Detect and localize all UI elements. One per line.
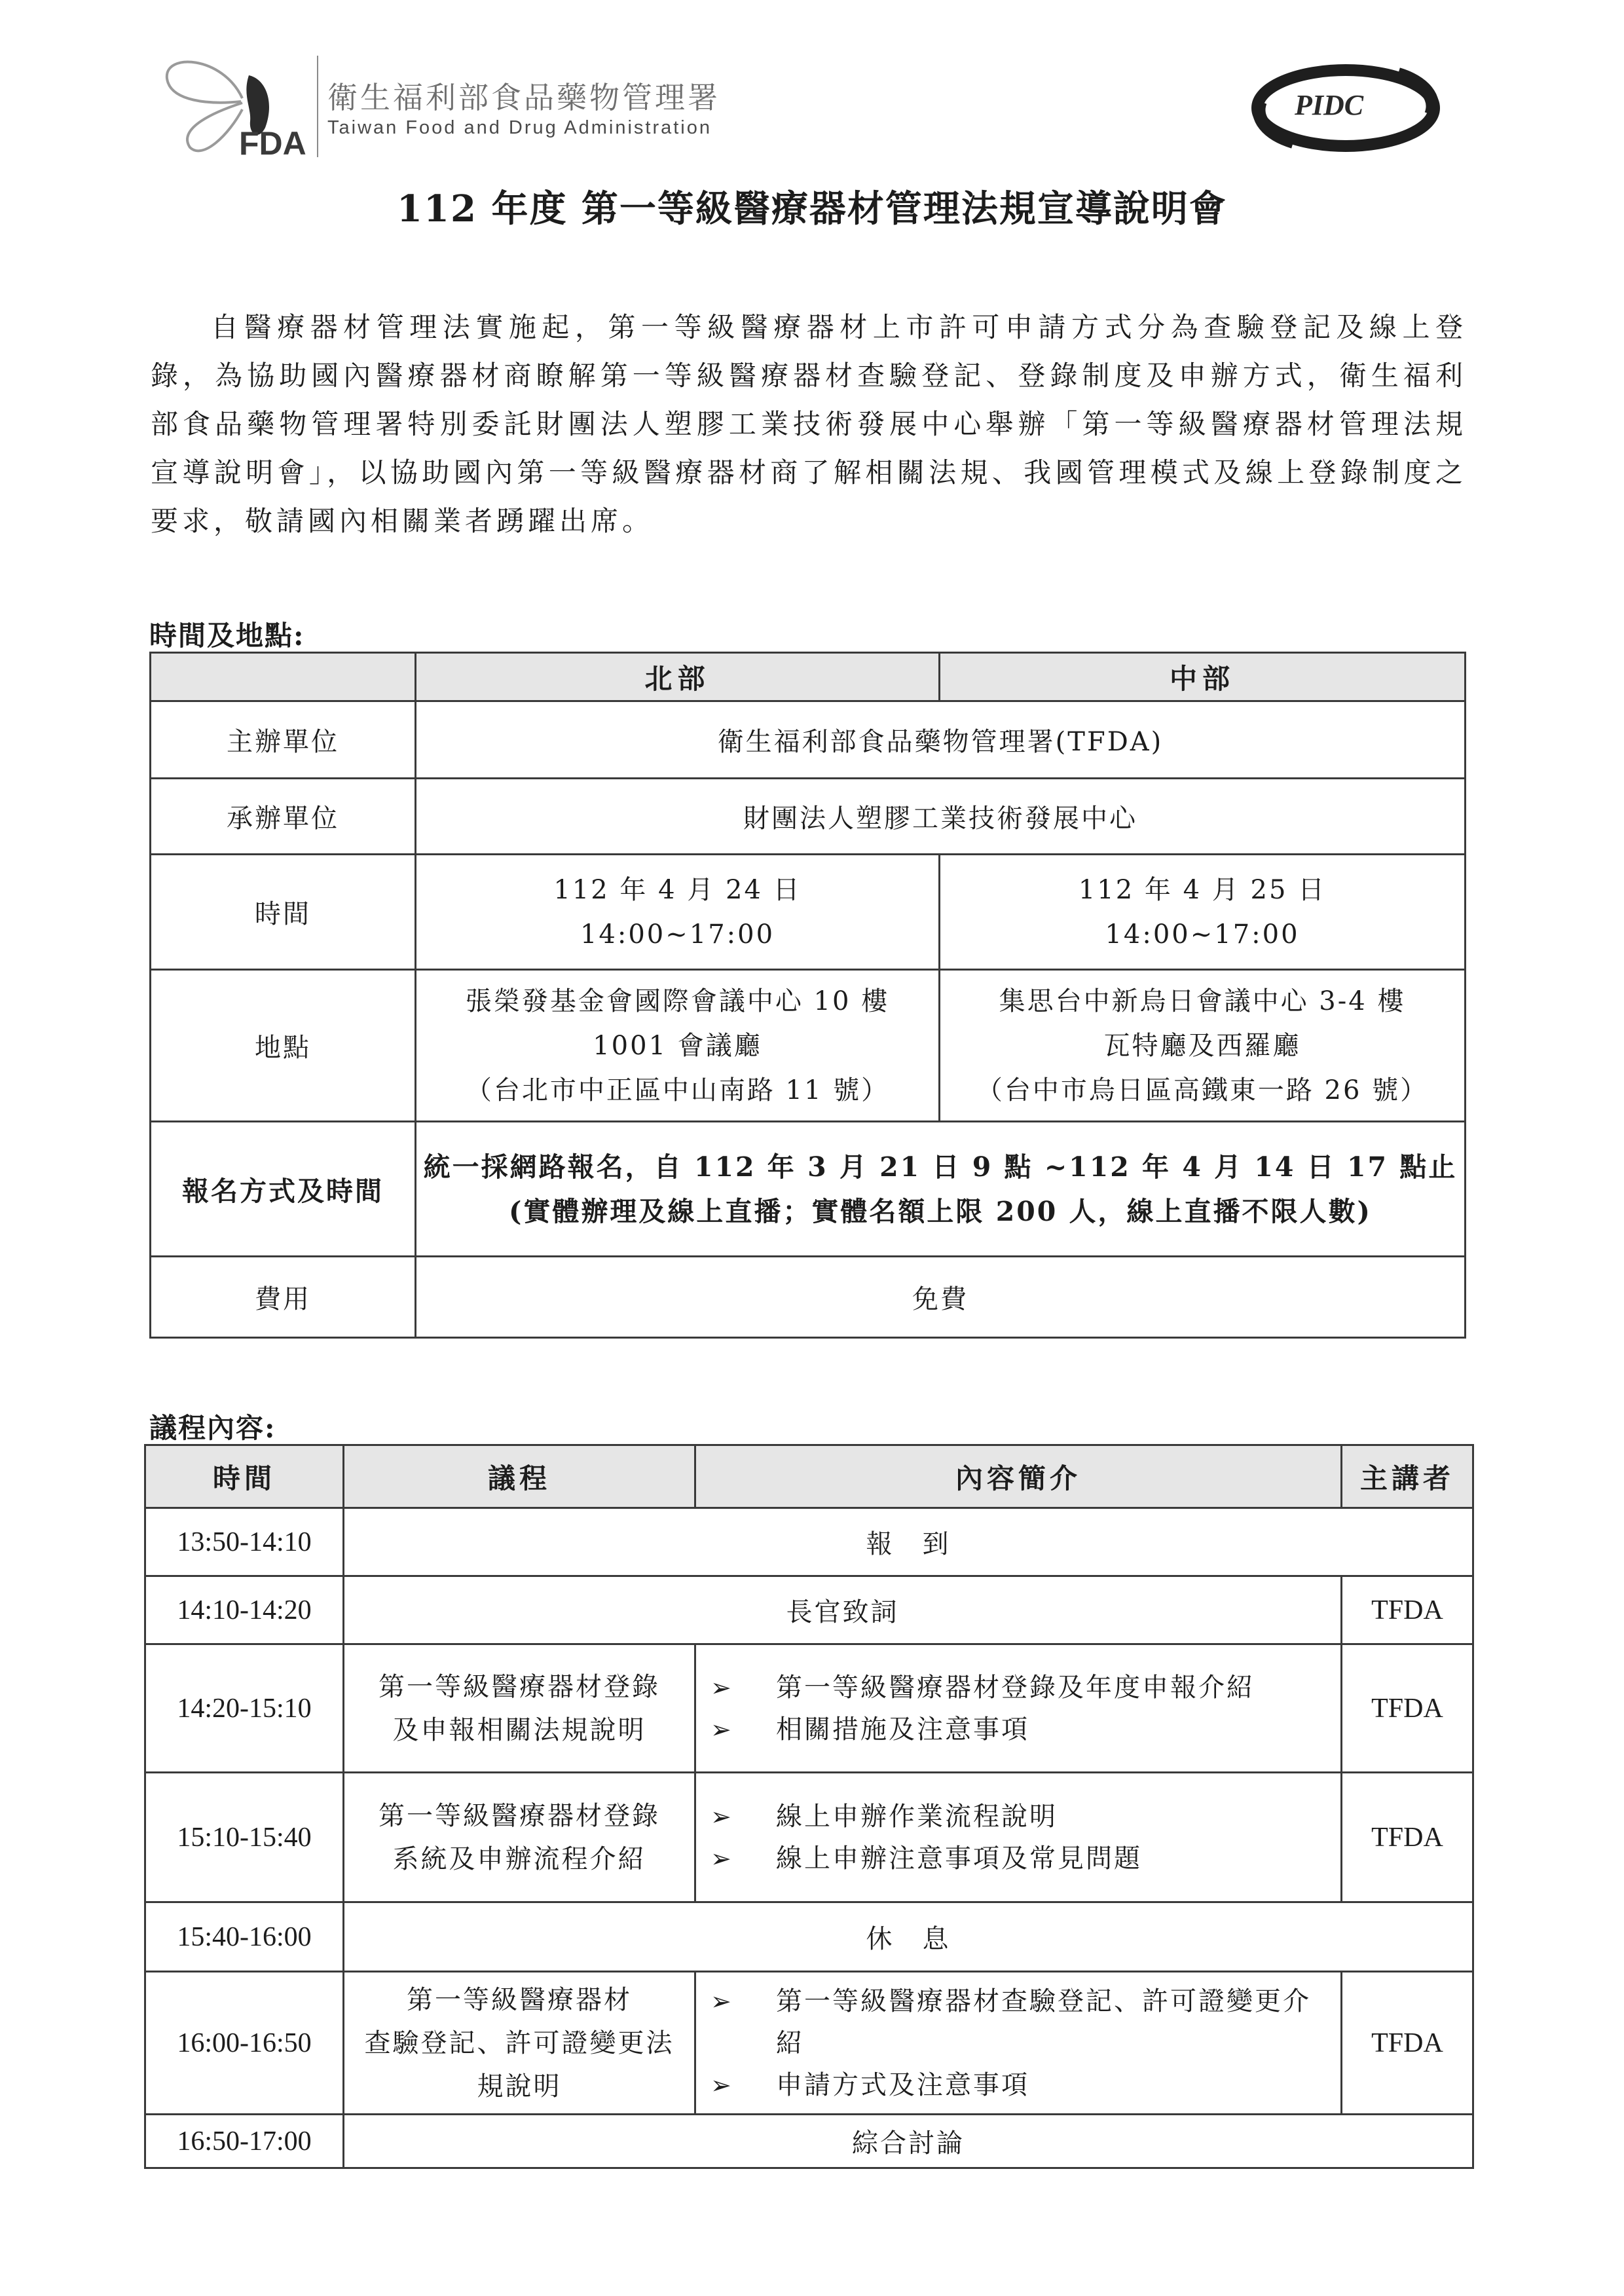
arrow-bullet-icon: ➢ <box>710 1986 733 2016</box>
agenda-time: 16:00-16:50 <box>145 1972 344 2115</box>
pidc-logo <box>1247 62 1444 154</box>
document-title: 112 年度 第一等級醫療器材管理法規宣導說明會 <box>397 187 1227 231</box>
schedule-header-row <box>151 653 1466 701</box>
venue-central-line: 集思台中新烏日會議中心 3-4 樓 <box>999 986 1406 1016</box>
venue-row <box>151 970 1466 1122</box>
venue-central-address: （台中市烏日區高鐵東一路 26 號） <box>976 1075 1429 1105</box>
agenda-time: 13:50-14:10 <box>145 1508 344 1576</box>
co-organizer-value: 財團法人塑膠工業技術發展中心 <box>416 779 1466 855</box>
agenda-topic <box>344 1773 695 1902</box>
agenda-topic-line: 第一等級醫療器材 <box>407 1984 632 2015</box>
agenda-col-content: 內容簡介 <box>695 1445 1342 1508</box>
fee-value: 免費 <box>416 1257 1466 1338</box>
agenda-topic-line: 第一等級醫療器材登錄 <box>378 1671 660 1702</box>
fee-row <box>151 1257 1466 1338</box>
agenda-bullet <box>710 1980 1334 2064</box>
agenda-bullet <box>710 1796 1334 1838</box>
fee-label: 費用 <box>151 1257 416 1338</box>
co-organizer-label: 承辦單位 <box>151 779 416 855</box>
agenda-speaker: TFDA <box>1342 1773 1473 1902</box>
agenda-merged: 綜合討論 <box>344 2115 1473 2168</box>
time-central <box>940 855 1466 970</box>
registration-label: 報名方式及時間 <box>151 1122 416 1257</box>
agenda-time: 16:50-17:00 <box>145 2115 344 2168</box>
arrow-bullet-icon: ➢ <box>710 1714 733 1744</box>
pidc-logo-text: PIDC <box>1295 89 1364 121</box>
arrow-bullet-icon: ➢ <box>710 2070 733 2100</box>
agenda-time: 15:40-16:00 <box>145 1902 344 1972</box>
agenda-bullet <box>710 1838 1334 1879</box>
agenda-topic-line: 系統及申辦流程介紹 <box>392 1843 646 1874</box>
intro-text: 自醫療器材管理法實施起，第一等級醫療器材上市許可申請方式分為查驗登記及線上登錄，為協助國內醫療器材商瞭解第一等級醫療器材查驗登記、登錄制度及申辦方式，衛生福利部食品藥物管理署特別委託財團法人塑膠工業技術發展中心舉辦「第一等級醫療器材管理法規宣導說明會」，以協助國內第一等級醫療器材商了解相關法規、我國管理模式及線上登錄制度之要求，敬請國內相關業者踴躍出席。 <box>151 311 1467 537</box>
agenda-col-time: 時間 <box>145 1445 344 1508</box>
registration-row <box>151 1122 1466 1257</box>
agenda-bullet-text: 線上申辦作業流程說明 <box>776 1801 1058 1832</box>
org-name-zh: 衛生福利部食品藥物管理署 <box>327 80 720 115</box>
agenda-row <box>145 1773 1473 1902</box>
time-north <box>416 855 940 970</box>
agenda-merged: 長官致詞 <box>344 1576 1342 1644</box>
agenda-topic-line: 查驗登記、許可證變更法 <box>364 2028 674 2058</box>
agenda-bullet-text: 線上申辦注意事項及常見問題 <box>776 1843 1142 1874</box>
schedule-table <box>149 652 1466 1339</box>
agenda-topic <box>344 1644 695 1773</box>
venue-north <box>416 970 940 1122</box>
venue-central-line: 瓦特廳及西羅廳 <box>1103 1030 1301 1061</box>
agenda-bullet <box>710 1667 1334 1709</box>
agenda-bullet <box>710 1709 1334 1750</box>
agenda-speaker: TFDA <box>1342 1972 1473 2115</box>
agenda-time: 14:10-14:20 <box>145 1576 344 1644</box>
header-central: 中部 <box>940 653 1466 701</box>
agenda-bullet-text: 第一等級醫療器材查驗登記、許可證變更介紹 <box>776 1986 1311 2058</box>
agenda-row <box>145 1644 1473 1773</box>
agenda-merged: 休 息 <box>344 1902 1473 1972</box>
time-north-date: 112 年 4 月 24 日 <box>553 874 802 905</box>
agenda-topic-line: 第一等級醫療器材登錄 <box>378 1800 660 1831</box>
intro-paragraph <box>151 303 1467 546</box>
agenda-bullet-text: 第一等級醫療器材登錄及年度申報介紹 <box>776 1672 1255 1703</box>
agenda-bullet <box>710 2064 1334 2106</box>
agenda-row <box>145 2115 1473 2168</box>
schedule-section-label: 時間及地點: <box>149 620 305 652</box>
venue-north-line: 1001 會議廳 <box>593 1030 762 1061</box>
agenda-section-label: 議程內容: <box>149 1412 276 1444</box>
agenda-topic <box>344 1972 695 2115</box>
agenda-time: 15:10-15:40 <box>145 1773 344 1902</box>
agenda-row <box>145 1972 1473 2115</box>
registration-value <box>416 1122 1466 1257</box>
time-north-hours: 14:00~17:00 <box>580 919 775 950</box>
venue-north-line: 張榮發基金會國際會議中心 10 樓 <box>465 986 890 1016</box>
time-row <box>151 855 1466 970</box>
agenda-bullet-text: 申請方式及注意事項 <box>776 2069 1029 2100</box>
agenda-content <box>695 1773 1342 1902</box>
organizer-row <box>151 701 1466 779</box>
org-name-en: Taiwan Food and Drug Administration <box>327 117 712 138</box>
header-north: 北部 <box>416 653 940 701</box>
arrow-bullet-icon: ➢ <box>710 1673 733 1702</box>
registration-line: 統一採網路報名，自 112 年 3 月 21 日 9 點 ~112 年 4 月 14 日 17 點止 <box>423 1151 1458 1183</box>
venue-central <box>940 970 1466 1122</box>
organizer-value: 衛生福利部食品藥物管理署(TFDA) <box>416 701 1466 779</box>
fda-logo-text: FDA <box>239 125 306 162</box>
agenda-speaker: TFDA <box>1342 1576 1473 1644</box>
agenda-col-speaker: 主講者 <box>1342 1445 1473 1508</box>
agenda-topic-line: 及申報相關法規說明 <box>392 1714 646 1745</box>
agenda-col-topic: 議程 <box>344 1445 695 1508</box>
agenda-merged: 報 到 <box>344 1508 1473 1576</box>
agenda-topic-line: 規說明 <box>477 2071 562 2102</box>
agenda-speaker: TFDA <box>1342 1644 1473 1773</box>
arrow-bullet-icon: ➢ <box>710 1802 733 1831</box>
agenda-time: 14:20-15:10 <box>145 1644 344 1773</box>
header-blank-cell <box>151 653 416 701</box>
registration-note: (實體辦理及線上直播；實體名額上限 200 人，線上直播不限人數) <box>509 1195 1372 1227</box>
agenda-header-row <box>145 1445 1473 1508</box>
agenda-row <box>145 1576 1473 1644</box>
agenda-table <box>144 1444 1474 2169</box>
tfda-logo <box>151 49 819 160</box>
arrow-bullet-icon: ➢ <box>710 1843 733 1873</box>
organizer-label: 主辦單位 <box>151 701 416 779</box>
venue-north-address: （台北市中正區中山南路 11 號） <box>465 1075 890 1105</box>
time-central-hours: 14:00~17:00 <box>1105 919 1300 950</box>
agenda-row <box>145 1508 1473 1576</box>
agenda-content <box>695 1972 1342 2115</box>
venue-label: 地點 <box>151 970 416 1122</box>
time-label: 時間 <box>151 855 416 970</box>
co-organizer-row <box>151 779 1466 855</box>
agenda-row <box>145 1902 1473 1972</box>
agenda-bullet-text: 相關措施及注意事項 <box>776 1714 1029 1745</box>
time-central-date: 112 年 4 月 25 日 <box>1078 874 1327 905</box>
agenda-content <box>695 1644 1342 1773</box>
